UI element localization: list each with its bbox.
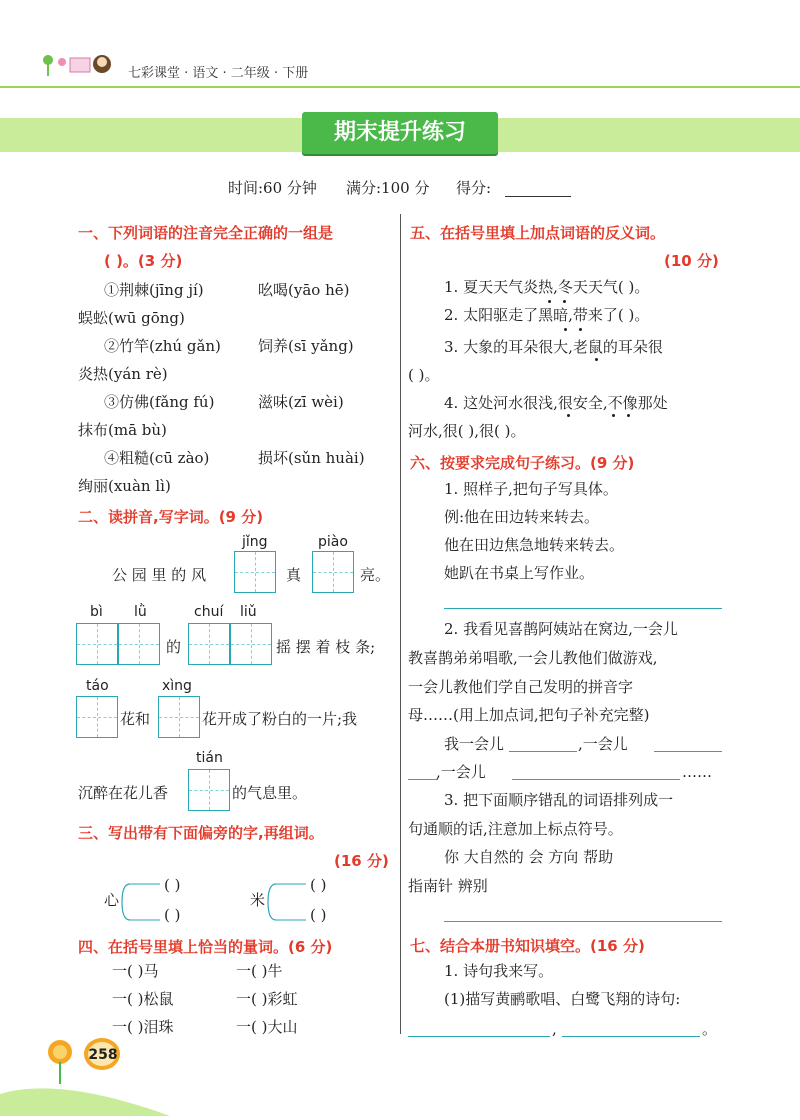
s3-paren-2[interactable]: ( ) — [164, 906, 181, 924]
emphasis-dot — [567, 414, 570, 417]
section-2-heading: 二、读拼音,写字词。(9 分) — [78, 508, 264, 526]
section-5-score: (10 分) — [664, 252, 719, 270]
s2-line-1a: 公 园 里 的 风 — [112, 566, 207, 584]
pinyin-tian: tián — [196, 750, 223, 766]
s2-line-2a: 的 — [166, 638, 182, 656]
s7-period: 。 — [702, 1020, 718, 1038]
char-box-tian[interactable] — [188, 769, 230, 811]
s6-q3c: 你 大自然的 会 方向 帮助 — [444, 848, 614, 866]
section-1-heading: 一、下列词语的注音完全正确的一组是 — [78, 224, 334, 242]
section-3-score: (16 分) — [334, 852, 389, 870]
emphasis-dot — [564, 328, 567, 331]
emphasis-dot — [548, 300, 551, 303]
s6-q3b: 句通顺的话,注意加上标点符号。 — [408, 820, 623, 838]
s1-option-3c: 抹布(mā bù) — [78, 421, 167, 439]
emphasis-dot — [579, 328, 582, 331]
pinyin-tao: táo — [86, 678, 109, 694]
header-logo — [40, 48, 120, 80]
s7-q1a: (1)描写黄鹂歌唱、白鹭飞翔的诗句: — [444, 990, 681, 1008]
s2-line-2b: 摇 摆 着 枝 条; — [276, 638, 376, 656]
s6-q2g: ,一会儿 — [436, 763, 486, 781]
pinyin-piao: piào — [318, 534, 348, 550]
s5-q4b[interactable]: 河水,很( ),很( )。 — [408, 422, 526, 440]
page-number: 258 — [88, 1047, 118, 1063]
s5-q3b[interactable]: ( )。 — [408, 366, 440, 384]
s3-paren-4[interactable]: ( ) — [310, 906, 327, 924]
header-rule — [0, 86, 800, 88]
s4-item-b3[interactable]: 一( )大山 — [236, 1018, 298, 1036]
char-box-jing[interactable] — [234, 551, 276, 593]
series-title: 七彩课堂 · 语文 · 二年级 · 下册 — [128, 66, 309, 81]
s6-q2-blank-4[interactable] — [512, 779, 680, 780]
s2-line-1b: 真 — [286, 566, 302, 584]
s1-option-4a: ④粗糙(cū zào) — [104, 449, 210, 467]
char-box-chui[interactable] — [188, 623, 230, 665]
s6-q2-blank-3[interactable] — [408, 779, 438, 780]
s4-item-b2[interactable]: 一( )彩虹 — [236, 990, 298, 1008]
s6-q2b: 教喜鹊弟弟唱歌,一会儿教他们做游戏, — [408, 649, 658, 667]
pinyin-liu: liǔ — [240, 604, 257, 620]
pinyin-xing: xìng — [162, 678, 192, 694]
section-5-heading: 五、在括号里填上加点词语的反义词。 — [410, 224, 666, 242]
s6-q3a: 3. 把下面顺序错乱的词语排列成一 — [444, 791, 674, 809]
bracket-mi — [266, 882, 306, 922]
s2-line-4a: 沉醉在花儿香 — [78, 784, 169, 802]
s6-q2d: 母……(用上加点词,把句子补充完整) — [408, 706, 650, 724]
pinyin-bi: bì — [90, 604, 103, 620]
s4-item-b1[interactable]: 一( )牛 — [236, 962, 283, 980]
section-3-heading: 三、写出带有下面偏旁的字,再组词。 — [78, 824, 324, 842]
s3-paren-1[interactable]: ( ) — [164, 876, 181, 894]
s1-option-3b: 滋味(zī wèi) — [258, 393, 344, 411]
s5-q4a: 4. 这处河水很浅,很安全,不像那处 — [444, 394, 668, 412]
char-box-piao[interactable] — [312, 551, 354, 593]
page-title: 期末提升练习 — [333, 120, 466, 145]
s6-q3-answer-line[interactable] — [444, 921, 722, 922]
column-divider — [400, 214, 401, 1034]
s2-line-3b: 花开成了粉白的一片;我 — [202, 710, 358, 728]
s1-option-2b: 饲养(sī yǎng) — [258, 337, 354, 355]
s1-option-4b: 损坏(sǔn huài) — [258, 449, 365, 467]
char-box-lu[interactable] — [118, 623, 160, 665]
s1-option-3a: ③仿佛(fǎng fú) — [104, 393, 215, 411]
s7-q1: 1. 诗句我来写。 — [444, 962, 554, 980]
radical-xin: 心 — [104, 891, 120, 909]
section-7-heading: 七、结合本册书知识填空。(16 分) — [410, 937, 645, 955]
s1-option-1b: 吆喝(yāo hē) — [258, 281, 350, 299]
emphasis-dot — [563, 300, 566, 303]
s6-q2-blank-2[interactable] — [654, 751, 722, 752]
emphasis-dot — [612, 414, 615, 417]
section-1-bracket: ( )。(3 分) — [104, 252, 183, 270]
s1-option-1a: ①荆棘(jīng jí) — [104, 281, 204, 299]
s7-blank-1[interactable] — [408, 1036, 550, 1037]
s6-q1-answer-line[interactable] — [444, 608, 722, 609]
char-box-xing[interactable] — [158, 696, 200, 738]
score-blank[interactable] — [505, 196, 571, 197]
s2-line-4b: 的气息里。 — [232, 784, 308, 802]
s6-q2h: …… — [682, 763, 712, 781]
s5-q3a: 3. 大象的耳朵很大,老鼠的耳朵很 — [444, 338, 663, 356]
s4-item-a1[interactable]: 一( )马 — [112, 962, 159, 980]
s3-paren-3[interactable]: ( ) — [310, 876, 327, 894]
exam-score-label: 得分: — [456, 179, 492, 197]
char-box-bi[interactable] — [76, 623, 118, 665]
s5-q2[interactable]: 2. 太阳驱走了黑暗,带来了( )。 — [444, 306, 650, 324]
s6-q3d: 指南针 辨别 — [408, 877, 488, 895]
bracket-xin — [120, 882, 160, 922]
emphasis-dot — [595, 358, 598, 361]
s4-item-a2[interactable]: 一( )松鼠 — [112, 990, 174, 1008]
s6-q2a: 2. 我看见喜鹊阿姨站在窝边,一会儿 — [444, 620, 678, 638]
s6-q2-blank-1[interactable] — [509, 751, 577, 752]
s6-q1: 1. 照样子,把句子写具体。 — [444, 480, 618, 498]
s4-item-a3[interactable]: 一( )泪珠 — [112, 1018, 174, 1036]
s7-comma: , — [552, 1020, 557, 1038]
s1-option-2a: ②竹竿(zhú gǎn) — [104, 337, 221, 355]
s2-line-1c: 亮。 — [360, 566, 391, 584]
s7-blank-2[interactable] — [562, 1036, 700, 1037]
section-4-heading: 四、在括号里填上恰当的量词。(6 分) — [78, 938, 333, 956]
s6-q2c: 一会儿教他们学自己发明的拼音字 — [408, 678, 634, 696]
s6-example-1: 例:他在田边转来转去。 — [444, 508, 600, 526]
s2-line-3a: 花和 — [120, 710, 151, 728]
s6-example-2: 他在田边焦急地转来转去。 — [444, 536, 625, 554]
char-box-tao[interactable] — [76, 696, 118, 738]
s1-option-4c: 绚丽(xuàn lì) — [78, 477, 171, 495]
s5-q1[interactable]: 1. 夏天天气炎热,冬天天气( )。 — [444, 278, 650, 296]
s6-q2e: 我一会儿 — [444, 735, 505, 753]
emphasis-dot — [627, 414, 630, 417]
exam-time: 时间:60 分钟 — [228, 179, 317, 197]
pinyin-jing: jǐng — [242, 534, 268, 550]
pinyin-chui: chuí — [194, 604, 224, 620]
pinyin-lu: lǜ — [134, 604, 147, 620]
s6-q1-sentence: 她趴在书桌上写作业。 — [444, 564, 595, 582]
char-box-liu[interactable] — [230, 623, 272, 665]
exam-full-score: 满分:100 分 — [346, 179, 430, 197]
radical-mi: 米 — [250, 891, 266, 909]
section-6-heading: 六、按要求完成句子练习。(9 分) — [410, 454, 635, 472]
s1-option-1c: 蜈蚣(wū gōng) — [78, 309, 185, 327]
s6-q2f: ,一会儿 — [578, 735, 628, 753]
s1-option-2c: 炎热(yán rè) — [78, 365, 168, 383]
